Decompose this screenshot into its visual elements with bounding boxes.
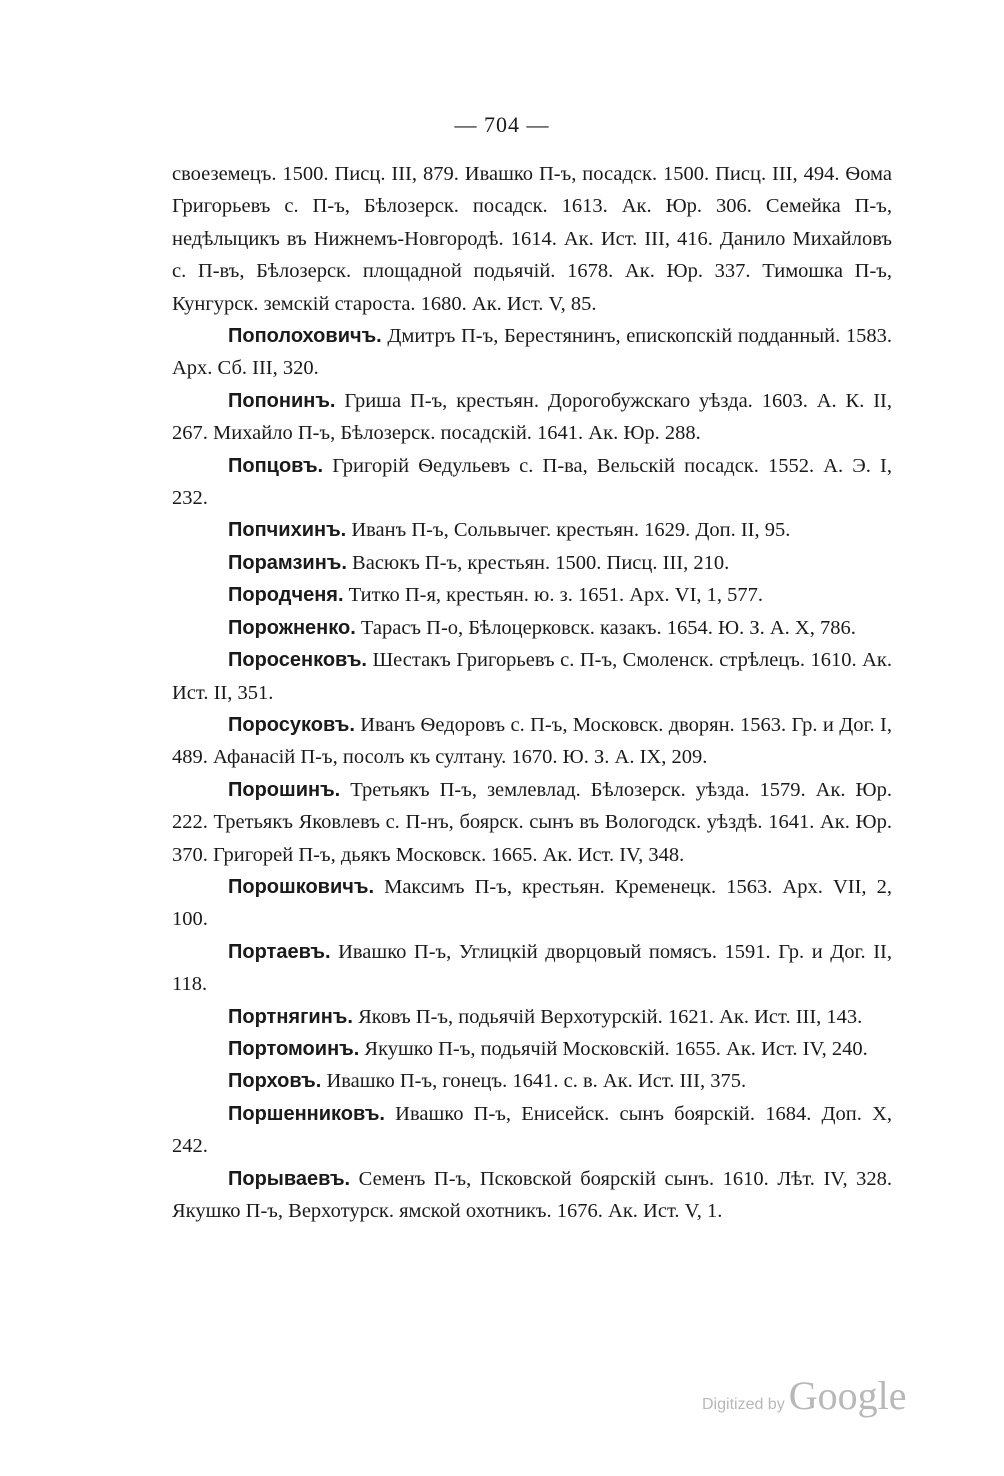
- entry-headword: Портомоинъ.: [228, 1037, 360, 1060]
- entry: [172, 1065, 892, 1097]
- entry-headword: Портнягинъ.: [228, 1005, 353, 1028]
- entry-headword: Породченя.: [228, 584, 344, 607]
- entry: [172, 709, 892, 774]
- entry-text: Васюкъ П-ъ, крестьян. 1500. Писц. III, 210.: [352, 551, 730, 574]
- entry-headword: Порамзинъ.: [228, 551, 347, 574]
- entry-headword: Портаевъ.: [228, 940, 331, 963]
- dictionary-text: [172, 158, 892, 1227]
- entry-text: Шестакъ Григорьевъ с. П-ъ, Смоленск. стрѣлецъ. 1610. Ак. Ист. II, 351.: [172, 649, 892, 704]
- entry-headword: Поросуковъ.: [228, 713, 355, 736]
- entry: [172, 644, 892, 709]
- entry-text: Ивашко П-ъ, Углицкій дворцовый помясъ. 1591. Гр. и Дог. II, 118.: [172, 940, 893, 996]
- entry: [172, 547, 892, 579]
- entry: [172, 774, 892, 871]
- entry: [172, 936, 892, 1001]
- entry-headword: Порошинъ.: [228, 778, 341, 801]
- continuation-paragraph: своеземецъ. 1500. Писц. III, 879. Ивашко П-ъ, посадск. 1500. Писц. III, 494. Ѳома Григорьевъ с. П-ъ, Бѣлозерск. посадск. 1613. Ак. Юр. 306. Семейка П-ъ, недѣлыцикъ въ Нижнемъ-Новгородѣ. 1614. Ак. Ист. III, 416. Данило Михайловъ с. П-въ, Бѣлозерск. площадной подьячій. 1678. Ак. Юр. 337. Тимошка П-ъ, Кунгурск. земскій староста. 1680. Ак. Ист. V, 85.: [172, 163, 892, 315]
- entry-text: Григорій Ѳедульевъ с. П-ва, Вельскій посадск. 1552. А. Э. I, 232.: [172, 454, 893, 510]
- google-logo: Google: [788, 1373, 907, 1418]
- entry-headword: Попонинъ.: [228, 389, 336, 412]
- entry: [172, 871, 892, 936]
- entry-text: Ивашко П-ъ, Енисейск. сынъ боярскій. 1684. Доп. X, 242.: [172, 1102, 892, 1158]
- entry-headword: Попчихинъ.: [228, 519, 347, 542]
- entry-text: Дмитръ П-ъ, Берестянинъ, епископскій подданный. 1583. Арх. Сб. III, 320.: [172, 325, 892, 380]
- watermark-prefix: Digitized by: [702, 1396, 785, 1413]
- entry-headword: Порываевъ.: [228, 1167, 351, 1190]
- entry: [172, 514, 892, 546]
- entry-headword: Порховъ.: [228, 1070, 322, 1093]
- entry: [172, 579, 892, 611]
- entry-text: Семенъ П-ъ, Псковской боярскій сынъ. 1610. Лѣт. IV, 328. Якушко П-ъ, Верхотурск. ямской охотникъ. 1676. Ак. Ист. V, 1.: [172, 1167, 893, 1222]
- entry-headword: Попцовъ.: [228, 454, 324, 477]
- entry: [172, 1163, 892, 1228]
- entry-text: Третьякъ П-ъ, землевлад. Бѣлозерск. уѣзда. 1579. Ак. Юр. 222. Третьякъ Яковлевъ с. П-нъ, боярск. сынъ въ Вологодск. уѣздѣ. 1641. Ак. Юр. 370. Григорей П-ъ, дьякъ Московск. 1665. Ак. Ист. IV, 348.: [172, 778, 892, 866]
- entry-text: Тарасъ П-о, Бѣлоцерковск. казакъ. 1654. Ю. З. А. X, 786.: [360, 616, 856, 639]
- entry-text: Ивашко П-ъ, гонецъ. 1641. с. в. Ак. Ист. III, 375.: [326, 1070, 747, 1093]
- entry-text: Гриша П-ъ, крестьян. Дорогобужскаго уѣзда. 1603. А. К. II, 267. Михайло П-ъ, Бѣлозерск. посадскій. 1641. Ак. Юр. 288.: [172, 389, 893, 445]
- entry-text: Яковъ П-ъ, подьячій Верхотурскій. 1621. Ак. Ист. III, 143.: [358, 1005, 863, 1028]
- digitized-watermark: [702, 1372, 906, 1419]
- page-number: — 704 —: [454, 112, 550, 137]
- entry-text: Иванъ Ѳедоровъ с. П-ъ, Московск. дворян. 1563. Гр. и Дог. I, 489. Афанасій П-ъ, посолъ къ султану. 1670. Ю. З. А. IX, 209.: [172, 713, 892, 769]
- entry: [172, 1098, 892, 1163]
- entry: [172, 612, 892, 644]
- entry: [172, 320, 892, 385]
- entry-headword: Порошковичъ.: [228, 875, 374, 898]
- entry-text: Титко П-я, крестьян. ю. з. 1651. Арх. VI, 1, 577.: [348, 584, 764, 607]
- entry: [172, 1033, 892, 1065]
- entry-headword: Пополоховичъ.: [228, 325, 382, 348]
- entry-headword: Поросенковъ.: [228, 649, 367, 672]
- entry: [172, 1001, 892, 1033]
- entry-text: Иванъ П-ъ, Сольвычег. крестьян. 1629. Доп. II, 95.: [351, 519, 791, 542]
- entry-text: Максимъ П-ъ, крестьян. Кременецк. 1563. Арх. VII, 2, 100.: [172, 875, 892, 931]
- entry: [172, 385, 892, 450]
- entry: [172, 450, 892, 515]
- entry-text: Якушко П-ъ, подьячій Московскій. 1655. Ак. Ист. IV, 240.: [364, 1037, 868, 1060]
- entry-headword: Порожненко.: [228, 616, 356, 639]
- entry-headword: Поршенниковъ.: [228, 1102, 385, 1125]
